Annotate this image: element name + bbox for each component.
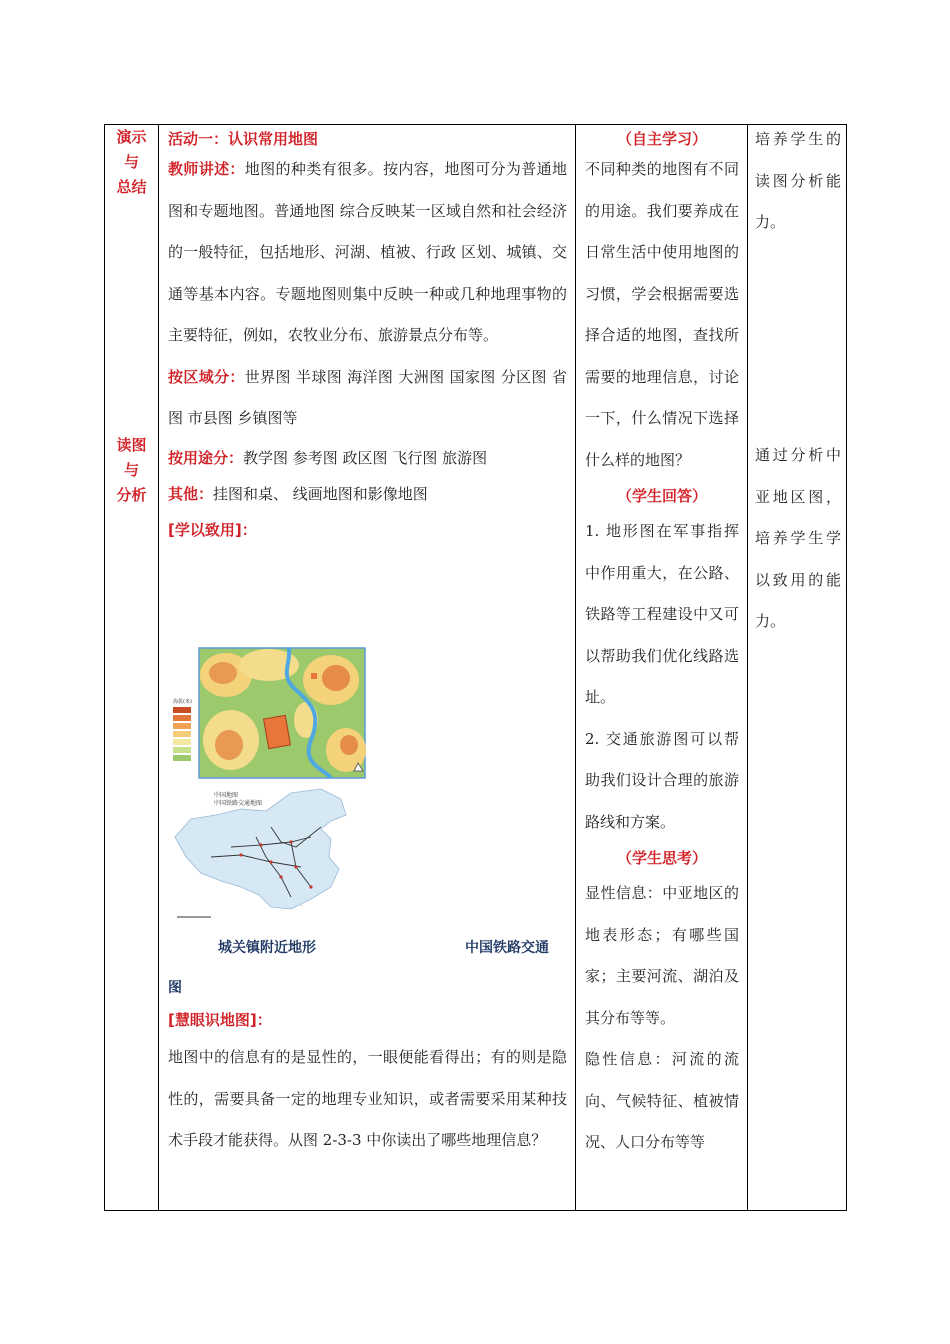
answer-1: 1. 地形图在军事指挥中作用重大，在公路、铁路等工程建设中又可以帮助我们优化线路选址。 [585, 522, 739, 706]
teacher-text: 地图的种类有很多。按内容，地图可分为普通地图和专题地图。普通地图 综合反映某一区域自然和社会经济的一般特征，包括地形、河湖、植被、行政 区划、城镇、交通等基本内容。专题地图则集中反映一种或几种地理事物的主要特征，例如，农牧业分布、旅游景点分布等。 [168, 160, 567, 344]
apply-label: [学以致用]： [168, 520, 257, 539]
implicit-info: 隐性信息：河流的流向、气候特征、植被情况、人口分布等等 [585, 1050, 739, 1151]
other-paragraph [168, 476, 567, 512]
use-paragraph [168, 440, 567, 476]
use-label: 按用途分： [168, 448, 244, 467]
content-column-lower [158, 973, 575, 1162]
lesson-table [104, 124, 847, 1211]
caption-tail: 图 [168, 980, 182, 996]
teacher-label: 教师讲述： [168, 160, 245, 178]
answer-2: 2. 交通旅游图可以帮助我们设计合理的旅游路线和方案。 [585, 729, 739, 831]
intent-text-1: 培养学生的读图分析能力。 [755, 130, 841, 231]
use-text: 教学图 参考图 政区图 飞行图 旅游图 [243, 448, 488, 467]
explicit-info: 显性信息：中亚地区的地表形态；有哪些国家；主要河流、湖泊及其分布等等。 [585, 884, 739, 1027]
student-column [575, 125, 747, 1164]
intent-text-2: 通过分析中亚地区图，培养学生学以致用的能力。 [755, 446, 841, 630]
region-label: 按区域分： [168, 367, 245, 386]
self-study-label: （自主学习） [616, 130, 707, 148]
intent-column [747, 125, 847, 630]
other-text: 挂图和桌、 线画地图和影像地图 [213, 484, 428, 503]
other-label: 其他： [168, 484, 214, 503]
region-text: 世界图 半球图 海洋图 大洲图 国家图 分区图 省图 市县图 乡镇图等 [168, 367, 567, 427]
self-study-text: 不同种类的地图有不同的用途。我们要养成在日常生活中使用地图的习惯，学会根据需要选择合适的地图，查找所需要的地理信息，讨论一下，什么情况下选择什么样的地图？ [585, 160, 739, 469]
railway-map [171, 787, 367, 921]
teacher-paragraph [168, 149, 567, 357]
activity-title: 活动一：认识常用地图 [168, 130, 319, 148]
stage-label-read: 读图 与 分析 [116, 436, 147, 504]
content-column [158, 125, 575, 548]
caption-terrain: 城关镇附近地形 [218, 940, 316, 956]
stage-column [105, 125, 158, 1210]
column-divider [747, 125, 748, 1210]
caption-railway: 中国铁路交通 [465, 940, 549, 956]
think-label: （学生思考） [616, 849, 707, 867]
answer-label: （学生回答） [616, 487, 707, 505]
stage-label-demo: 演示 与 总结 [116, 128, 147, 196]
map-title-line2: 中国铁路交通地图 [214, 800, 263, 807]
insight-text: 地图中的信息有的是显性的，一眼便能看得出；有的则是隐性的，需要具备一定的地理专业知识，或者需要采用某种技术手段才能获得。从图 2-3-3 中你读出了哪些地理信息？ [168, 1048, 567, 1149]
insight-label: [慧眼识地图]： [168, 1011, 272, 1029]
region-paragraph [168, 357, 567, 440]
map-title-line1: 中国地图 [214, 792, 239, 799]
legend-title: 海拔(米) [173, 699, 192, 705]
terrain-map [171, 645, 367, 781]
